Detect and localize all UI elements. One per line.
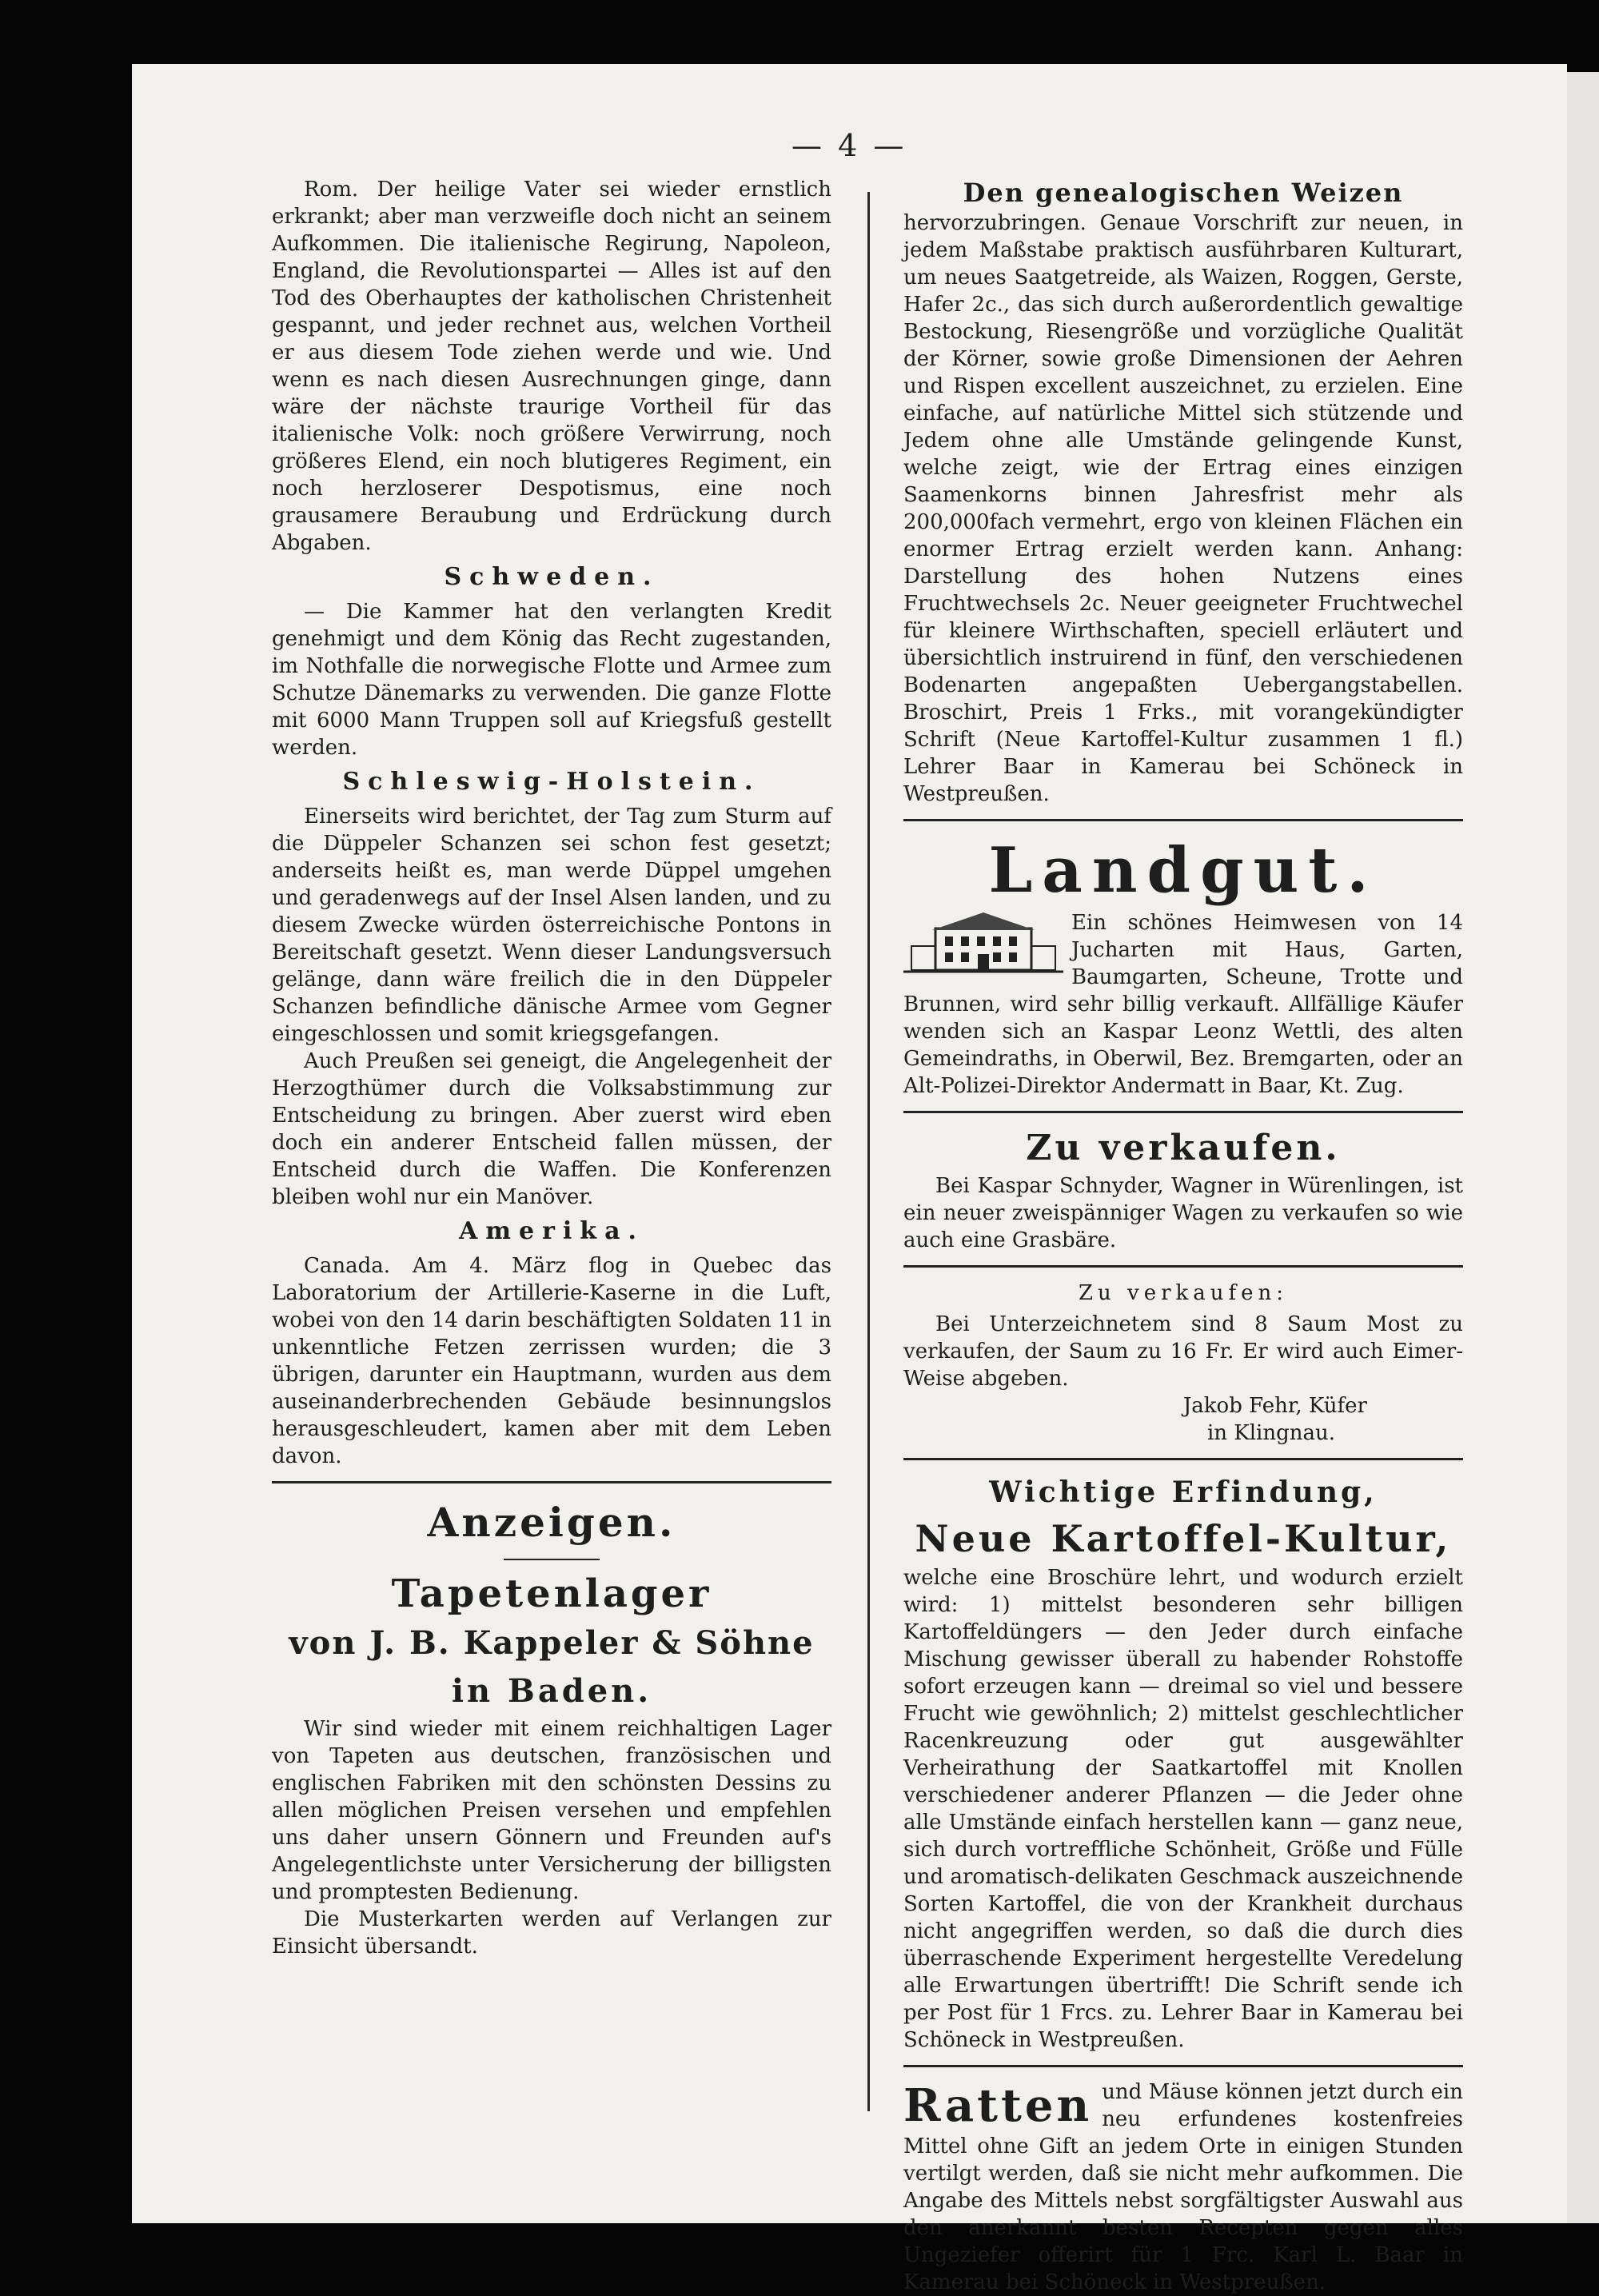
rom-article: Rom. Der heilige Vater sei wieder ernstlich erkrankt; aber man verzweifle doch nicht an seinem Aufkommen. Die italienische Regirung, Napoleon, England, die Revolutionspartei — Alles ist auf den Tod des Oberhauptes der katholischen Christenheit gespannt, und jeder rechnet aus, welchen Vortheil er aus diesem Tode ziehen werde und wie. Und wenn es nach diesen Ausrechnungen ginge, dann wäre der nächste traurige Vortheil für das italienische Volk: noch größere Verwirrung, noch größeres Elend, ein noch blutigeres Regiment, ein noch herzloserer Despotismus, eine noch grausamere Beraubung und Erdrückung durch Abgaben. xyxy=(272,178,831,555)
landgut-heading: Landgut. xyxy=(988,834,1378,907)
signature-name: Jakob Fehr, Küfer xyxy=(1182,1394,1367,1418)
section-rule xyxy=(903,819,1463,821)
section-rule xyxy=(903,2065,1463,2067)
signature-place: in Klingnau. xyxy=(1206,1421,1335,1445)
tapetenlager-heading: Tapetenlager xyxy=(391,1571,712,1616)
page-number: — 4 — xyxy=(792,128,907,163)
tapetenlager-text: Wir sind wieder mit einem reichhaltigen Lager von Tapeten aus deutschen, französischen und englischen Fabriken mit den schönsten Dessins zu allen möglichen Preisen versehen und empfehlen uns daher unsern Gönnern und Freunden auf's Angelegentlichste unter Versicherung der billigsten und promptesten Bedienung. xyxy=(272,1717,831,1904)
baden-heading: in Baden. xyxy=(451,1672,652,1710)
schleswig-holstein-heading: Schleswig-Holstein. xyxy=(342,768,761,796)
farmhouse-illustration xyxy=(903,909,1063,978)
schweden-article: — Die Kammer hat den verlangten Kredit genehmigt und dem König das Recht zugestanden, im Nothfalle die norwegische Flotte und Armee zum Schutze Dänemarks zu verwenden. Die ganze Flotte mit 6000 Mann Truppen soll auf Kriegsfuß gestellt werden. xyxy=(272,600,831,760)
schweden-heading: Schweden. xyxy=(444,563,660,591)
wagen-ad: Bei Kaspar Schnyder, Wagner in Würenlingen, ist ein neuer zweispänniger Wagen zu verkaufen so wie auch eine Grasbäre. xyxy=(903,1174,1463,1252)
zu-verkaufen-heading-2: Zu verkaufen: xyxy=(1078,1281,1289,1305)
erfindung-heading: Wichtige Erfindung, xyxy=(989,1475,1378,1509)
weizen-ad: hervorzubringen. Genaue Vorschrift zur neuen, in jedem Maßstabe praktisch ausführbaren Kulturart, um neues Saatgetreide, als Waizen, Roggen, Gerste, Hafer 2c., das sich durch außerordentlich gewaltige Bestockung, Riesengröße und vorzügliche Qualität der Körner, sowie große Dimensionen der Aehren und Rispen excellent auszeichnet, zu erzielen. Eine einfache, auf natürliche Mittel sich stützende und Jedem ohne alle Umstände gelingende Kunst, welche zeigt, wie der Ertrag eines einzigen Saamenkorns binnen Jahresfrist mehr als 200,000fach vermehrt, ergo von kleinen Flächen ein enormer Ertrag erzielt werden kann. Anhang: Darstellung des hohen Nutzens eines Fruchtwechsels 2c. Neuer geeigneter Fruchtwechel für kleinere Wirthschaften, speciell erläutert und übersichtlich instruirend in fünf, den verschiedenen Bodenarten angepaßten Uebergangstabellen. Broschirt, Preis 1 Frks., mit vorangekündigter Schrift (Neue Kartoffel-Kultur zusammen 1 fl.) Lehrer Baar in Kamerau bei Schöneck in Westpreußen. xyxy=(903,211,1463,806)
musterkarten-text: Die Musterkarten werden auf Verlangen zur Einsicht übersandt. xyxy=(272,1907,831,1959)
schleswig-holstein-article-2: Auch Preußen sei geneigt, die Angelegenheit der Herzogthümer durch die Volksabstimmung zur Entscheidung zu bringen. Aber zuerst wird eben doch ein anderer Entscheid fallen müssen, der Entscheid durch die Waffen. Die Konferenzen bleiben wohl nur ein Manöver. xyxy=(272,1049,831,1209)
ratten-ad: und Mäuse können jetzt durch ein neu erfundenes kostenfreies Mittel ohne Gift an jedem Orte in einigen Stunden vertilgt werden, daß sie nicht mehr aufkommen. Die Angabe des Mittels nebst sorgfältigster Auswahl aus den anerkannt besten Recepten gegen alles Ungeziefer offerirt für 1 Frc. Karl L. Baar in Kamerau bei Schöneck in Westpreußen. xyxy=(903,2080,1463,2294)
kartoffel-ad: welche eine Broschüre lehrt, und wodurch erzielt wird: 1) mittelst besonderen sehr billigen Kartoffeldüngers — den Jeder durch einfache Mischung gewisser überall zu habender Rohstoffe sofort erzeugen kann — dreimal so viel und bessere Frucht wie gewöhnlich; 2) mittelst geschlechtlicher Racenkreuzung oder gut ausgewählter Verheirathung der Saatkartoffel mit Knollen verschiedener anderer Pflanzen — die Jeder ohne alle Umstände einfach herstellen kann — ganz neue, sich durch vortreffliche Schönheit, Größe und Fülle und aromatisch-delikaten Geschmack auszeichnende Sorten Kartoffel, die von der Krankheit durchaus nicht angegriffen werden, so daß die durch dies überraschende Experiment hergestellte Veredelung alle Erwartungen übertrifft! Die Schrift sende ich per Post für 1 Frcs. zu. Lehrer Baar in Kamerau bei Schöneck in Westpreußen. xyxy=(903,1566,1463,2052)
short-rule xyxy=(504,1559,600,1560)
section-rule xyxy=(903,1458,1463,1460)
column-divider xyxy=(867,192,870,2111)
kappeler-heading: von J. B. Kappeler & Söhne xyxy=(289,1624,815,1662)
next-page-edge xyxy=(1567,72,1599,2223)
amerika-article: Canada. Am 4. März flog in Quebec das Laboratorium der Artillerie-Kaserne in die Luft, wobei von den 14 darin beschäftigten Soldaten 11 in unkenntliche Fetzen zerrissen wurden; die 3 übrigen, darunter ein Hauptmann, wurden aus dem auseinanderbrechenden Gebäude besinnungslos herausgeschleudert, kamen aber mit dem Leben davon. xyxy=(272,1254,831,1468)
landgut-ad: Ein schönes Heimwesen von 14 Jucharten mit Haus, Garten, Baumgarten, Scheune, Trotte und Brunnen, wird sehr billig verkauft. Allfällige Käufer wenden sich an Kaspar Leonz Wettli, des alten Gemeindraths, in Oberwil, Bez. Bremgarten, oder an Alt-Polizei-Direktor Andermatt in Baar, Kt. Zug. xyxy=(903,911,1463,1098)
weizen-heading: Den genealogischen Weizen xyxy=(963,178,1404,208)
section-rule xyxy=(903,1111,1463,1113)
zu-verkaufen-heading-1: Zu verkaufen. xyxy=(1026,1128,1341,1168)
section-rule xyxy=(272,1481,831,1483)
ratten-heading: Ratten xyxy=(903,2079,1093,2132)
most-ad: Bei Unterzeichnetem sind 8 Saum Most zu verkaufen, der Saum zu 16 Fr. Er wird auch Eimer-Weise abgeben. xyxy=(903,1312,1463,1391)
section-rule xyxy=(903,1265,1463,1268)
left-column xyxy=(272,176,831,1960)
anzeigen-heading: Anzeigen. xyxy=(427,1499,676,1546)
schleswig-holstein-article-1: Einerseits wird berichtet, der Tag zum Sturm auf die Düppeler Schanzen sei schon fest gesetzt; anderseits heißt es, man werde Düppel umgehen und geradenwegs auf der Insel Alsen landen, und zu diesem Zwecke würden österreichische Pontons in Bereitschaft gesetzt. Wenn dieser Landungsversuch gelänge, dann wäre freilich die in den Düppeler Schanzen befindliche dänische Armee vom Gegner eingeschlossen und somit kriegsgefangen. xyxy=(272,805,831,1046)
right-column xyxy=(903,176,1463,2296)
amerika-heading: Amerika. xyxy=(459,1217,644,1245)
kartoffel-kultur-heading: Neue Kartoffel-Kultur, xyxy=(915,1517,1452,1560)
